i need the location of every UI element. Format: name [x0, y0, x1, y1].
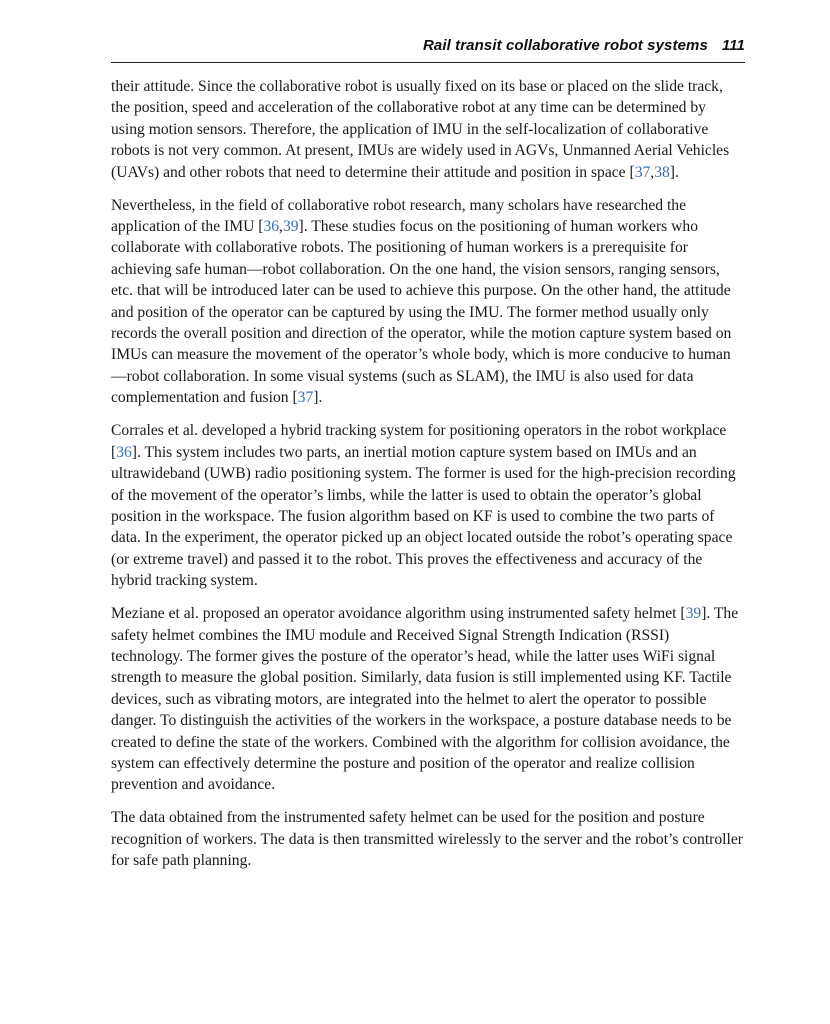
- text-run: ].: [313, 389, 323, 407]
- citation-link[interactable]: 37: [634, 163, 651, 181]
- header-rule: [111, 62, 745, 63]
- text-run: ,: [279, 218, 283, 236]
- running-header: [111, 37, 745, 54]
- paragraph-2: [111, 195, 743, 409]
- text-run: ,: [650, 163, 655, 181]
- body-text: [111, 76, 743, 883]
- citation-link[interactable]: 37: [297, 389, 314, 407]
- page-number: 111: [721, 37, 745, 54]
- citation-link[interactable]: 39: [685, 605, 702, 623]
- text-run: ]. These studies focus on the positioning of human workers who collaborate with collaborative robots. The positioning of human workers is a prerequisite for achieving safe human—robot collaboration. On the one hand, the vision sensors, ranging sensors, etc. that will be introduced later can be used to achieve this purpose. On the other hand, the attitude and position of the operator can be captured by using the IMU. The former method usually only records the overall position and direction of the operator, while the motion capture system based on IMUs can measure the movement of the operator’s whole body, which is more conducive to human—robot collaboration. In some visual systems (such as SLAM), the IMU is also used for data complementation and fusion [: [111, 218, 732, 407]
- citation-link[interactable]: 36: [263, 218, 280, 236]
- text-run: ]. The safety helmet combines the IMU module and Received Signal Strength Indication (RSSI) technology. The former gives the posture of the operator’s head, while the latter uses WiFi signal strength to measure the global position. Similarly, data fusion is still implemented using KF. Tactile devices, such as vibrating motors, are integrated into the helmet to alert the operator to possible danger. To distinguish the activities of the workers in the workspace, a posture database needs to be created to define the state of the workers. Combined with the algorithm for collision avoidance, the system can effectively determine the posture and position of the operator and realize collision prevention and avoidance.: [111, 605, 739, 794]
- paragraph-4: [111, 603, 743, 796]
- citation-link[interactable]: 38: [654, 163, 670, 181]
- text-run: their attitude. Since the collaborative robot is usually fixed on its base or placed on the slide track, the position, speed and acceleration of the collaborative robot at any time can be determined by using motion sensors. Therefore, the application of IMU in the self-localization of collaborative robots is not very common. At present, IMUs are widely used in AGVs, Unmanned Aerial Vehicles (UAVs) and other robots that need to determine their attitude and position in space [: [111, 78, 730, 181]
- text-run: Nevertheless, in the field of collaborative robot research, many scholars have researched the application of the IMU [: [111, 196, 686, 236]
- paragraph-1: [111, 76, 743, 183]
- running-title: Rail transit collaborative robot systems: [422, 37, 708, 54]
- citation-link[interactable]: 36: [116, 443, 132, 461]
- paragraph-3: [111, 420, 743, 591]
- citation-link[interactable]: 39: [282, 218, 299, 236]
- text-run: The data obtained from the instrumented safety helmet can be used for the position and posture recognition of workers. The data is then transmitted wirelessly to the server and the robot’s controller for safe path planning.: [111, 809, 743, 870]
- text-run: Corrales et al. developed a hybrid tracking system for positioning operators in the robot workplace [: [111, 422, 727, 461]
- text-run: ]. This system includes two parts, an inertial motion capture system based on IMUs and an ultrawideband (UWB) radio positioning system. The former is used for the high-precision recording of the movement of the operator’s limbs, while the latter is used to obtain the operator’s global position in the workspace. The fusion algorithm based on KF is used to combine the two parts of data. In the experiment, the operator picked up an object located outside the robot’s operating space (or extreme travel) and passed it to the robot. This proves the effectiveness and accuracy of the hybrid tracking system.: [111, 443, 736, 590]
- text-run: ].: [669, 163, 679, 181]
- paragraph-5: [111, 807, 743, 871]
- text-run: Meziane et al. proposed an operator avoidance algorithm using instrumented safety helmet [: [111, 605, 686, 623]
